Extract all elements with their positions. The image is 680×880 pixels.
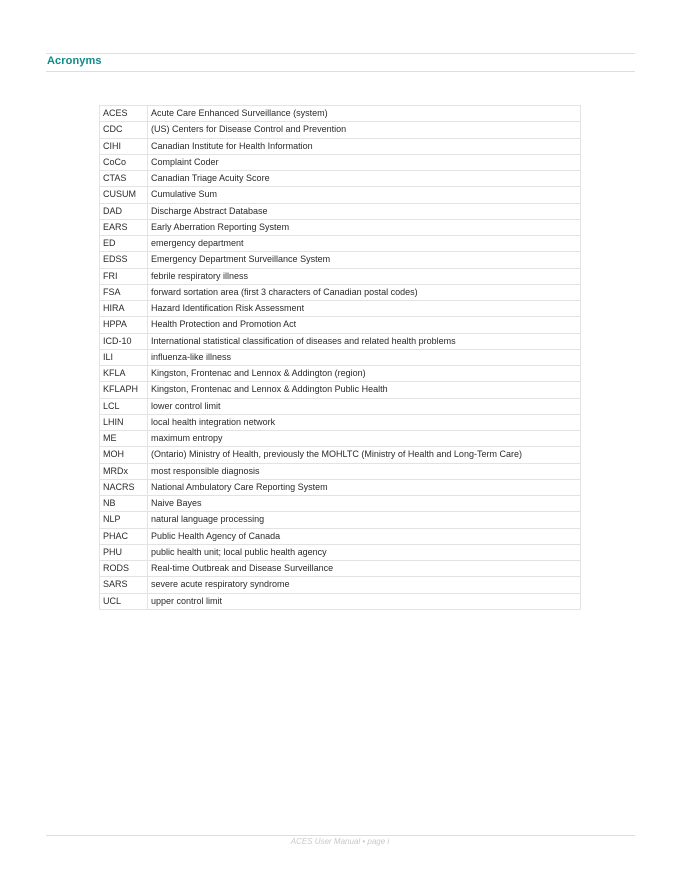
table-row [100, 317, 581, 333]
table-row [100, 171, 581, 187]
table-row [100, 236, 581, 252]
table-row [100, 349, 581, 365]
acronym-cell: MRDx [100, 463, 148, 479]
acronym-cell: CoCo [100, 154, 148, 170]
table-row [100, 544, 581, 560]
meaning-cell: Kingston, Frontenac and Lennox & Addington Public Health [148, 382, 581, 398]
acronym-cell: HPPA [100, 317, 148, 333]
meaning-cell: maximum entropy [148, 431, 581, 447]
acronym-cell: CUSUM [100, 187, 148, 203]
acronym-cell: NB [100, 496, 148, 512]
section-heading: Acronyms [47, 55, 102, 67]
page-footer: ACES User Manual • page i [290, 837, 390, 846]
meaning-cell: severe acute respiratory syndrome [148, 577, 581, 593]
table-row [100, 187, 581, 203]
table-row [100, 512, 581, 528]
acronym-cell: NACRS [100, 479, 148, 495]
meaning-cell: (Ontario) Ministry of Health, previously the MOHLTC (Ministry of Health and Long-Term Care) [148, 447, 581, 463]
table-row [100, 252, 581, 268]
meaning-cell: natural language processing [148, 512, 581, 528]
table-row [100, 463, 581, 479]
meaning-cell: public health unit; local public health agency [148, 544, 581, 560]
acronym-cell: PHAC [100, 528, 148, 544]
acronym-cell: FRI [100, 268, 148, 284]
acronym-cell: ACES [100, 106, 148, 122]
meaning-cell: Public Health Agency of Canada [148, 528, 581, 544]
meaning-cell: febrile respiratory illness [148, 268, 581, 284]
acronyms-table [99, 105, 581, 610]
meaning-cell: Hazard Identification Risk Assessment [148, 301, 581, 317]
table-row [100, 122, 581, 138]
top-rule [46, 53, 635, 54]
table-row [100, 333, 581, 349]
acronym-cell: DAD [100, 203, 148, 219]
acronym-cell: HIRA [100, 301, 148, 317]
table-row [100, 106, 581, 122]
acronym-cell: ICD-10 [100, 333, 148, 349]
table-row [100, 366, 581, 382]
meaning-cell: (US) Centers for Disease Control and Prevention [148, 122, 581, 138]
acronym-cell: RODS [100, 561, 148, 577]
meaning-cell: Canadian Triage Acuity Score [148, 171, 581, 187]
acronym-cell: UCL [100, 593, 148, 609]
table-row [100, 154, 581, 170]
meaning-cell: Early Aberration Reporting System [148, 219, 581, 235]
table-row [100, 577, 581, 593]
table-row [100, 431, 581, 447]
table-row [100, 561, 581, 577]
meaning-cell: Kingston, Frontenac and Lennox & Addington (region) [148, 366, 581, 382]
acronym-cell: KFLAPH [100, 382, 148, 398]
acronym-cell: ME [100, 431, 148, 447]
table-row [100, 496, 581, 512]
acronym-cell: SARS [100, 577, 148, 593]
acronym-cell: EDSS [100, 252, 148, 268]
acronym-cell: NLP [100, 512, 148, 528]
table-row [100, 398, 581, 414]
table-row [100, 447, 581, 463]
table-row [100, 382, 581, 398]
table-row [100, 203, 581, 219]
meaning-cell: Real-time Outbreak and Disease Surveillance [148, 561, 581, 577]
acronym-cell: PHU [100, 544, 148, 560]
acronym-cell: LHIN [100, 414, 148, 430]
acronym-cell: FSA [100, 284, 148, 300]
table-row [100, 268, 581, 284]
acronym-cell: CDC [100, 122, 148, 138]
acronym-cell: MOH [100, 447, 148, 463]
table-row [100, 593, 581, 609]
meaning-cell: most responsible diagnosis [148, 463, 581, 479]
meaning-cell: National Ambulatory Care Reporting System [148, 479, 581, 495]
meaning-cell: Health Protection and Promotion Act [148, 317, 581, 333]
meaning-cell: Discharge Abstract Database [148, 203, 581, 219]
meaning-cell: International statistical classification of diseases and related health problems [148, 333, 581, 349]
meaning-cell: Cumulative Sum [148, 187, 581, 203]
meaning-cell: local health integration network [148, 414, 581, 430]
acronym-cell: KFLA [100, 366, 148, 382]
table-row [100, 219, 581, 235]
meaning-cell: upper control limit [148, 593, 581, 609]
footer-rule [46, 835, 635, 836]
table-row [100, 528, 581, 544]
meaning-cell: Acute Care Enhanced Surveillance (system) [148, 106, 581, 122]
acronym-cell: CIHI [100, 138, 148, 154]
meaning-cell: emergency department [148, 236, 581, 252]
meaning-cell: forward sortation area (first 3 characters of Canadian postal codes) [148, 284, 581, 300]
table-row [100, 284, 581, 300]
meaning-cell: Canadian Institute for Health Information [148, 138, 581, 154]
acronym-cell: CTAS [100, 171, 148, 187]
meaning-cell: Complaint Coder [148, 154, 581, 170]
acronym-cell: ILI [100, 349, 148, 365]
table-row [100, 414, 581, 430]
meaning-cell: Naive Bayes [148, 496, 581, 512]
acronym-cell: ED [100, 236, 148, 252]
acronym-cell: LCL [100, 398, 148, 414]
meaning-cell: influenza-like illness [148, 349, 581, 365]
table-row [100, 138, 581, 154]
acronym-cell: EARS [100, 219, 148, 235]
meaning-cell: lower control limit [148, 398, 581, 414]
heading-underline [46, 71, 635, 72]
table-row [100, 301, 581, 317]
table-row [100, 479, 581, 495]
meaning-cell: Emergency Department Surveillance System [148, 252, 581, 268]
